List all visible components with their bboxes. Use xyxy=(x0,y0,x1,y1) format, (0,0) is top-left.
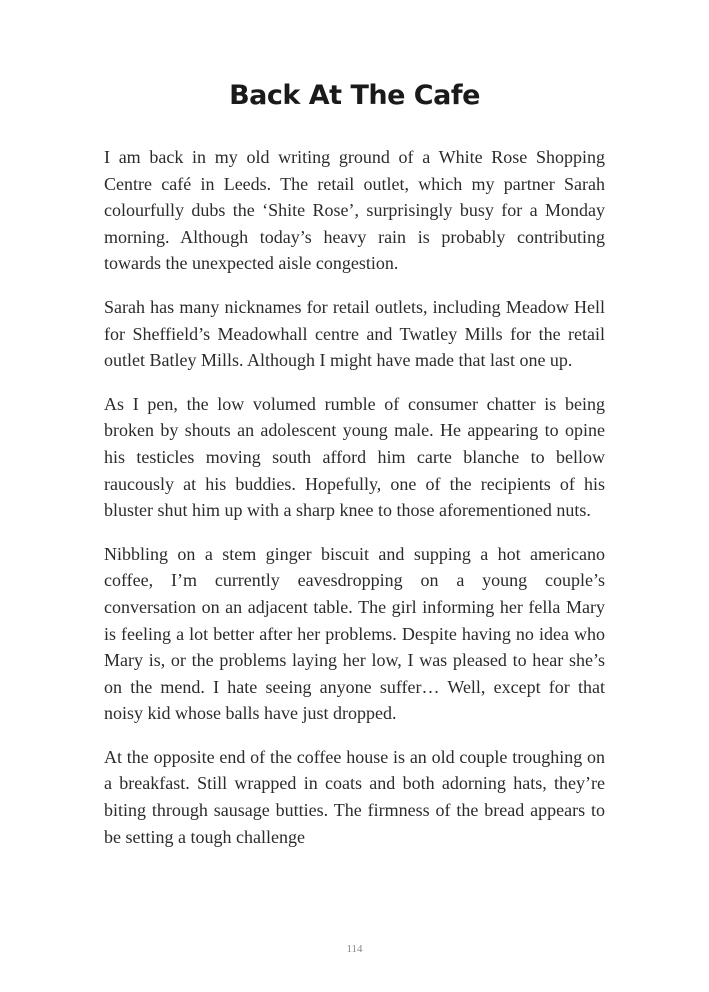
paragraph-5: At the opposite end of the coffee house is an old couple troughing on a breakfast. Still wrapped in coats and both adorning hats, they’re biting through sausage butties. The firmness of the bread appears to be setting a tough challenge xyxy=(104,746,605,847)
chapter-title: Back At The Cafe xyxy=(229,80,480,111)
paragraph-4: Nibbling on a stem ginger biscuit and supping a hot americano coffee, I’m currently eavesdropping on a young couple’s conversation on an adjacent table. The girl informing her fella Mary is feeling a lot better after her problems. Despite having no idea who Mary is, or the problems laying her low, I was pleased to hear she’s on the mend. I hate seeing anyone suffer… Well, except for that noisy kid whose balls have just dropped. xyxy=(104,543,605,724)
paragraph-1: I am back in my old writing ground of a White Rose Shopping Centre café in Leeds. The retail outlet, which my partner Sarah colourfully dubs the ‘Shite Rose’, surprisingly busy for a Monday morning. Although today’s heavy rain is probably contributing towards the unexpected aisle congestion. xyxy=(104,147,605,274)
page-number: 114 xyxy=(346,943,363,955)
body-text xyxy=(104,144,605,867)
paragraph-2: Sarah has many nicknames for retail outlets, including Meadow Hell for Sheffield’s Meadowhall centre and Twatley Mills for the retail outlet Batley Mills. Although I might have made that last one up. xyxy=(104,296,605,371)
paragraph-3: As I pen, the low volumed rumble of consumer chatter is being broken by shouts an adolescent young male. He appearing to opine his testicles moving south afford him carte blanche to bellow raucously at his buddies. Hopefully, one of the recipients of his bluster shut him up with a sharp knee to those aforementioned nuts. xyxy=(104,393,605,521)
